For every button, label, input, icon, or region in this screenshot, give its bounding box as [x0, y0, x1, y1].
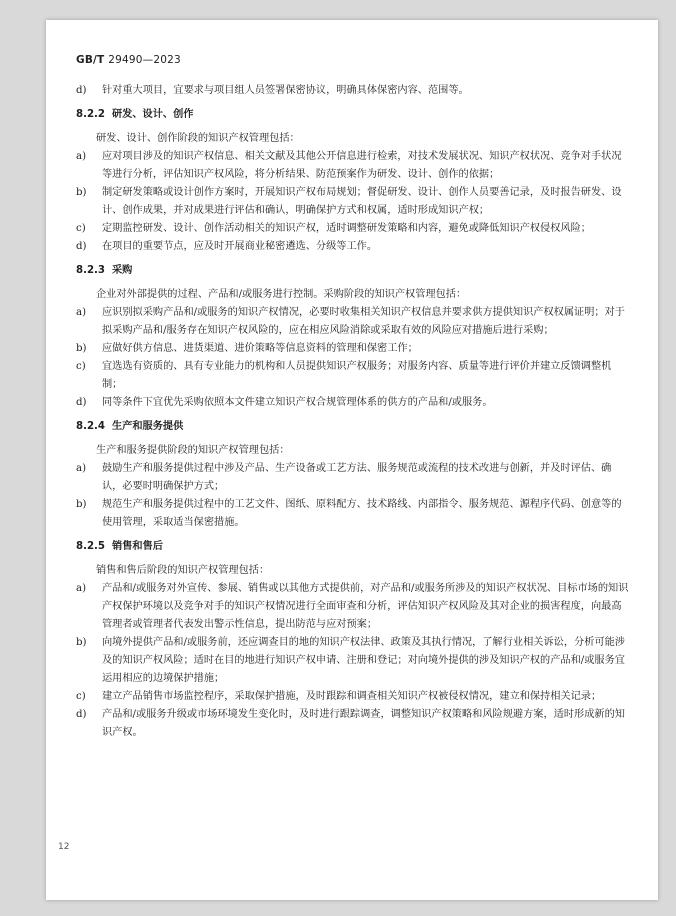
item-label: d)	[76, 397, 87, 408]
section-heading	[76, 262, 630, 280]
item-label: b)	[76, 499, 87, 510]
section-number: 8.2.5	[76, 541, 106, 552]
item-text: 产品和/或服务对外宣传、参展、销售或以其他方式提供前，对产品和/或服务所涉及的知识产权状况、目标市场的知识产权保护环境以及竞争对手的知识产权情况进行全面审查和分析，评估知识产权风险及其对企业的损害程度，向最高管理者或管理者代表发出警示性信息，提出防范与应对预案；	[102, 583, 629, 630]
item-text: 针对重大项目，宜要求与项目组人员签署保密协议，明确具体保密内容、范围等。	[102, 85, 469, 96]
item-label: a)	[76, 583, 87, 594]
item-text: 鼓励生产和服务提供过程中涉及产品、生产设备或工艺方法、服务规范或流程的技术改进与创新，并及时评估、确认，必要时明确保护方式；	[102, 463, 612, 492]
document-page	[46, 20, 658, 900]
item-label: a)	[76, 463, 87, 474]
item-text: 产品和/或服务升级或市场环境发生变化时，及时进行跟踪调查，调整知识产权策略和风险规避方案，适时形成新的知识产权。	[102, 709, 625, 738]
list-item	[76, 238, 630, 256]
section-title: 销售和售后	[112, 541, 163, 552]
item-text: 宜选选有资质的、具有专业能力的机构和人员提供知识产权服务；对服务内容、质量等进行评价并建立反馈调整机制；	[102, 361, 612, 390]
section-heading	[76, 106, 630, 124]
item-label: c)	[76, 223, 86, 234]
list-item	[76, 358, 630, 394]
list-item	[76, 496, 630, 532]
section-intro: 销售和售后阶段的知识产权管理包括：	[96, 565, 270, 576]
list-item	[76, 688, 630, 706]
list-item	[76, 148, 630, 184]
section-number: 8.2.3	[76, 265, 106, 276]
list-item	[76, 82, 630, 100]
list-item	[76, 634, 630, 688]
item-label: a)	[76, 307, 87, 318]
item-text: 应识别拟采购产品和/或服务的知识产权情况，必要时收集相关知识产权信息并要求供方提供知识产权权属证明；对于拟采购产品和/服务存在知识产权风险的，应在相应风险消除或采取有效的风险应对措施后进行采购；	[102, 307, 625, 336]
section-intro: 企业对外部提供的过程、产品和/或服务进行控制。采购阶段的知识产权管理包括：	[96, 289, 467, 300]
list-item	[76, 184, 630, 220]
section-number: 8.2.4	[76, 421, 106, 432]
section-title: 采购	[112, 265, 133, 276]
section-heading	[76, 538, 630, 556]
page-number: 12	[58, 842, 70, 852]
item-text: 同等条件下宜优先采购依照本文件建立知识产权合规管理体系的供方的产品和/或服务。	[102, 397, 493, 408]
item-text: 规范生产和服务提供过程中的工艺文件、图纸、原料配方、技术路线、内部指令、服务规范、源程序代码、创意等的使用管理，采取适当保密措施。	[102, 499, 622, 528]
item-label: a)	[76, 151, 87, 162]
list-item	[76, 460, 630, 496]
section-heading	[76, 418, 630, 436]
section-number: 8.2.2	[76, 109, 106, 120]
list-item	[76, 706, 630, 742]
item-label: b)	[76, 343, 87, 354]
section-title: 研发、设计、创作	[112, 109, 194, 120]
list-item	[76, 394, 630, 412]
section-intro: 研发、设计、创作阶段的知识产权管理包括：	[96, 133, 300, 144]
item-text: 定期监控研发、设计、创作活动相关的知识产权，适时调整研发策略和内容，避免或降低知识产权侵权风险；	[102, 223, 591, 234]
document-body	[76, 82, 630, 742]
item-label: b)	[76, 187, 87, 198]
standard-number: 29490—2023	[108, 54, 181, 66]
list-item	[76, 580, 630, 634]
item-label: c)	[76, 691, 86, 702]
list-item	[76, 220, 630, 238]
standard-code: GB/T	[76, 54, 105, 66]
standard-header	[76, 54, 181, 66]
item-text: 在项目的重要节点，应及时开展商业秘密遴选、分级等工作。	[102, 241, 378, 252]
item-text: 应做好供方信息、进货渠道、进价策略等信息资料的管理和保密工作；	[102, 343, 418, 354]
item-text: 制定研发策略或设计创作方案时，开展知识产权布局规划；督促研发、设计、创作人员要善记录，及时报告研发、设计、创作成果，并对成果进行评估和确认，明确保护方式和权属，适时形成知识产权；	[102, 187, 622, 216]
item-label: c)	[76, 361, 86, 372]
item-text: 向境外提供产品和/或服务前，还应调查目的地的知识产权法律、政策及其执行情况，了解行业相关诉讼，分析可能涉及的知识产权风险；适时在目的地进行知识产权申请、注册和登记；对向境外提供的涉及知识产权的产品和/或服务宜运用相应的边境保护措施；	[102, 637, 625, 684]
item-label: d)	[76, 709, 87, 720]
list-item	[76, 340, 630, 358]
item-label: d)	[76, 85, 87, 96]
item-label: b)	[76, 637, 87, 648]
list-item	[76, 304, 630, 340]
item-text: 应对项目涉及的知识产权信息、相关文献及其他公开信息进行检索，对技术发展状况、知识产权状况、竞争对手状况等进行分析，评估知识产权风险，将分析结果、防范预案作为研发、设计、创作的依据；	[102, 151, 622, 180]
item-label: d)	[76, 241, 87, 252]
section-intro: 生产和服务提供阶段的知识产权管理包括：	[96, 445, 290, 456]
section-title: 生产和服务提供	[112, 421, 184, 432]
item-text: 建立产品销售市场监控程序，采取保护措施，及时跟踪和调查相关知识产权被侵权情况，建立和保持相关记录；	[102, 691, 602, 702]
